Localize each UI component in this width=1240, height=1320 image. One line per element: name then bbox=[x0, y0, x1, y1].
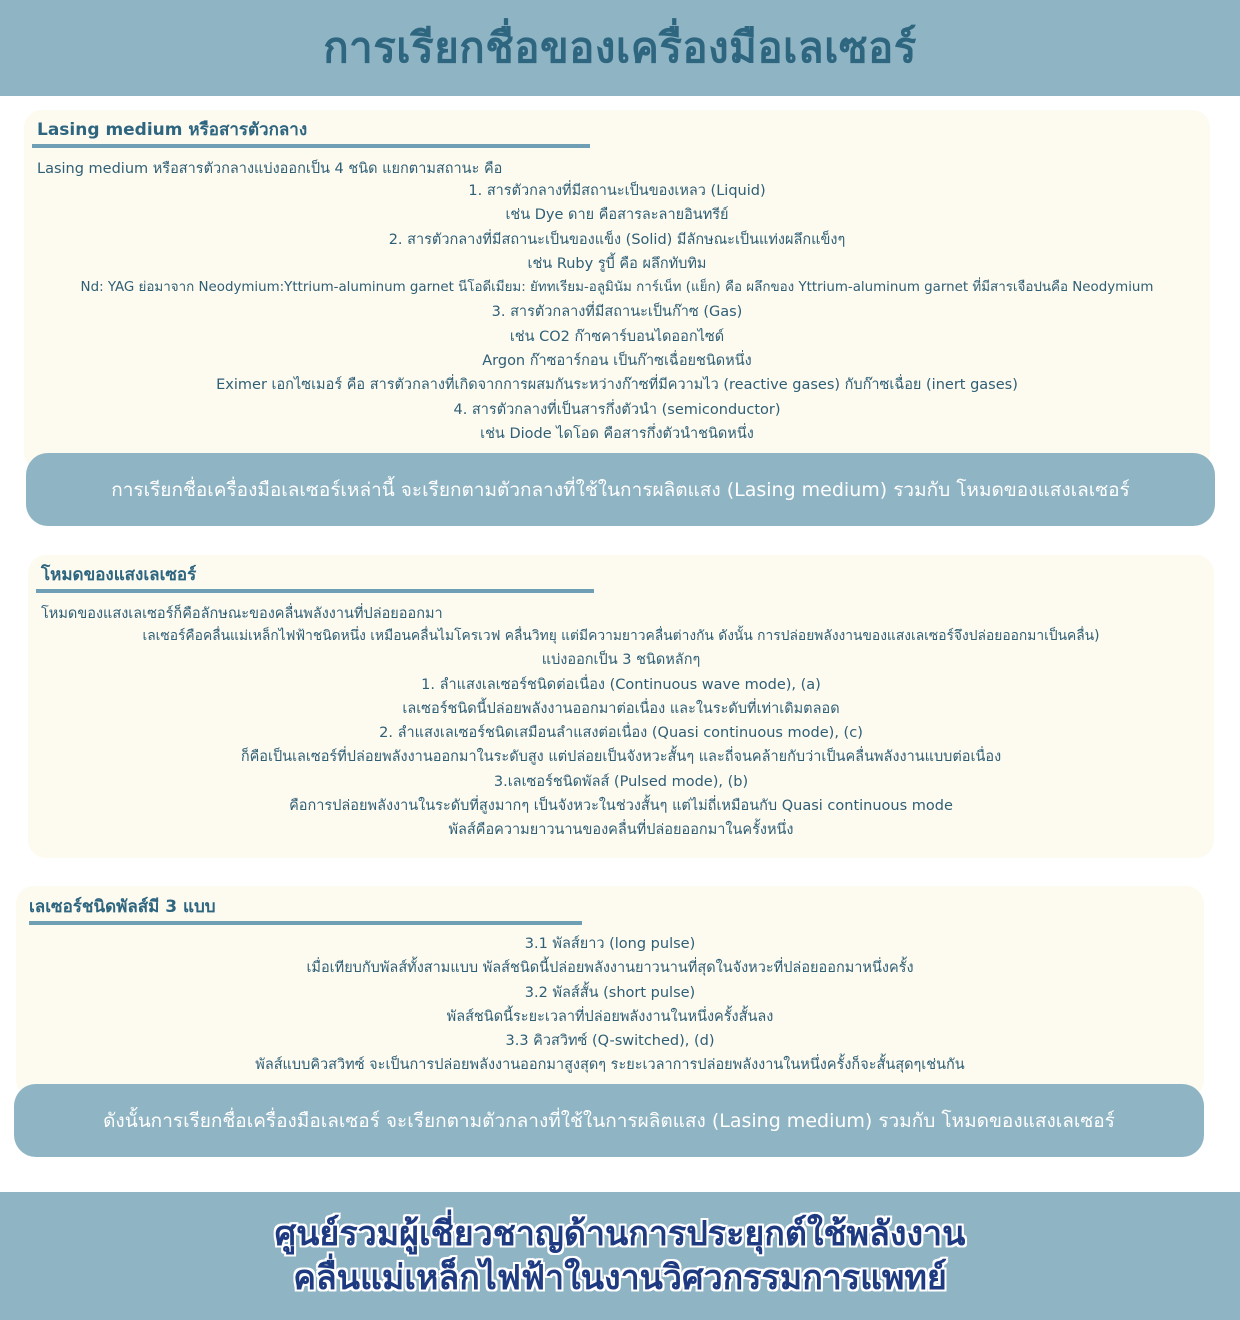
page-title: การเรียกชื่อของเครื่องมือเลเซอร์ bbox=[323, 23, 917, 72]
list-item: 2. ลำแสงเลเซอร์ชนิดเสมือนลำแสงต่อเนื่อง (Quasi continuous mode), (c) bbox=[379, 725, 863, 742]
list-item: คือการปล่อยพลังงานในระดับที่สูงมากๆ เป็นจังหวะในช่วงสั้นๆ แต่ไม่ถี่เหมือนกับ Quasi continuous mode bbox=[289, 798, 953, 815]
list-item: พัลส์แบบคิวสวิทซ์ จะเป็นการปล่อยพลังงานออกมาสูงสุดๆ ระยะเวลาการปล่อยพลังงานในหนึ่งครั้งก็จะสั้นสุดๆเช่นกัน bbox=[255, 1057, 965, 1074]
list-item: แบ่งออกเป็น 3 ชนิดหลักๆ bbox=[541, 652, 701, 669]
list-item: เลเซอร์คือคลื่นแม่เหล็กไฟฟ้าชนิดหนึ่ง เหมือนคลื่นไมโครเวฟ คลื่นวิทยุ แต่มีความยาวคลื่นต่างกัน ดังนั้น การปล่อยพลังงานของแสงเลเซอร์จึงปล่อยออกมาเป็นคลื่น) bbox=[142, 628, 1100, 644]
section-pulse-types-title: เลเซอร์ชนิดพัลส์มี 3 แบบ bbox=[29, 897, 216, 917]
section-pulse-types-rule bbox=[29, 921, 582, 925]
section-lasing-medium-list bbox=[24, 179, 1210, 446]
list-item: Eximer เอกไซเมอร์ คือ สารตัวกลางที่เกิดจากการผสมกันระหว่างก๊าซที่มีความไว (reactive gases) กับก๊าซเฉื่อย (inert gases) bbox=[216, 377, 1018, 394]
list-item: เช่น Diode ไดโอด คือสารกึ่งตัวนำชนิดหนึ่ง bbox=[480, 425, 754, 442]
section-pulse-types-summary: ดังนั้นการเรียกชื่อเครื่องมือเลเซอร์ จะเรียกตามตัวกลางที่ใช้ในการผลิตแสง (Lasing medium) รวมกับ โหมดของแสงเลเซอร์ bbox=[14, 1084, 1204, 1157]
section-laser-mode-title: โหมดของแสงเลเซอร์ bbox=[41, 565, 197, 585]
footer-banner bbox=[0, 1192, 1240, 1320]
footer-line-2: คลื่นแม่เหล็กไฟฟ้าในงานวิศวกรรมการแพทย์ bbox=[293, 1258, 947, 1298]
list-item: 2. สารตัวกลางที่มีสถานะเป็นของแข็ง (Solid) มีลักษณะเป็นแท่งผลึกแข็งๆ bbox=[388, 231, 846, 248]
section-laser-mode-rule bbox=[36, 589, 594, 593]
section-lasing-medium-summary: การเรียกชื่อเครื่องมือเลเซอร์เหล่านี้ จะเรียกตามตัวกลางที่ใช้ในการผลิตแสง (Lasing medium) รวมกับ โหมดของแสงเลเซอร์ bbox=[26, 453, 1215, 526]
list-item: เช่น Ruby รูบี้ คือ ผลึกทับทิม bbox=[527, 255, 707, 272]
list-item: 1. สารตัวกลางที่มีสถานะเป็นของเหลว (Liquid) bbox=[468, 183, 766, 199]
list-item: พัลส์ชนิดนี้ระยะเวลาที่ปล่อยพลังงานในหนึ่งครั้งสั้นลง bbox=[446, 1008, 774, 1025]
list-item: Argon ก๊าซอาร์กอน เป็นก๊าซเฉื่อยชนิดหนึ่ง bbox=[482, 353, 752, 370]
section-laser-mode-intro: โหมดของแสงเลเซอร์ก็คือลักษณะของคลื่นพลังงานที่ปล่อยออกมา bbox=[41, 606, 443, 622]
list-item: 1. ลำแสงเลเซอร์ชนิดต่อเนื่อง (Continuous wave mode), (a) bbox=[421, 676, 821, 693]
list-item: 3.2 พัลส์สั้น (short pulse) bbox=[524, 984, 696, 1001]
list-item: เช่น CO2 ก๊าซคาร์บอนไดออกไซด์ bbox=[509, 328, 725, 345]
list-item: Nd: YAG ย่อมาจาก Neodymium:Yttrium-aluminum garnet นีโอดีเมียม: ยัททเรียม-อลูมินัม การ์เน็ท (แย็ก) คือ ผลึกของ Yttrium-aluminum garnet ที่มีสารเจือปนคือ Neodymium bbox=[80, 280, 1154, 296]
list-item: ก็คือเป็นเลเซอร์ที่ปล่อยพลังงานออกมาในระดับสูง แต่ปล่อยเป็นจังหวะสั้นๆ และถี่จนคล้ายกับว่าเป็นคลื่นพลังงานแบบต่อเนื่อง bbox=[240, 749, 1002, 766]
header-banner bbox=[0, 0, 1240, 96]
section-laser-mode-list bbox=[28, 624, 1214, 843]
section-lasing-medium-rule bbox=[32, 144, 590, 148]
list-item: 3. สารตัวกลางที่มีสถานะเป็นก๊าซ (Gas) bbox=[491, 304, 743, 321]
list-item: เมื่อเทียบกับพัลส์ทั้งสามแบบ พัลส์ชนิดนี้ปล่อยพลังงานยาวนานที่สุดในจังหวะที่ปล่อยออกมาหนึ่งครั้ง bbox=[306, 960, 914, 977]
list-item: พัลส์คือความยาวนานของคลื่นที่ปล่อยออกมาในครั้งหนึ่ง bbox=[448, 822, 794, 839]
footer-line-1: ศูนย์รวมผู้เชี่ยวชาญด้านการประยุกต์ใช้พลังงาน bbox=[274, 1214, 966, 1254]
list-item: 3.3 คิวสวิทซ์ (Q-switched), (d) bbox=[505, 1033, 715, 1050]
list-item: เลเซอร์ชนิดนี้ปล่อยพลังงานออกมาต่อเนื่อง และในระดับที่เท่าเดิมตลอด bbox=[402, 700, 840, 717]
list-item: 3.1 พัลส์ยาว (long pulse) bbox=[524, 936, 696, 952]
list-item: 3.เลเซอร์ชนิดพัลส์ (Pulsed mode), (b) bbox=[493, 773, 749, 790]
section-lasing-medium-intro: Lasing medium หรือสารตัวกลางแบ่งออกเป็น 4 ชนิด แยกตามสถานะ คือ bbox=[37, 161, 503, 177]
list-item: เช่น Dye ดาย คือสารละลายอินทรีย์ bbox=[505, 207, 729, 224]
section-lasing-medium-title: Lasing medium หรือสารตัวกลาง bbox=[37, 120, 308, 140]
section-pulse-types-list bbox=[16, 932, 1204, 1078]
list-item: 4. สารตัวกลางที่เป็นสารกึ่งตัวนำ (semiconductor) bbox=[453, 401, 781, 418]
